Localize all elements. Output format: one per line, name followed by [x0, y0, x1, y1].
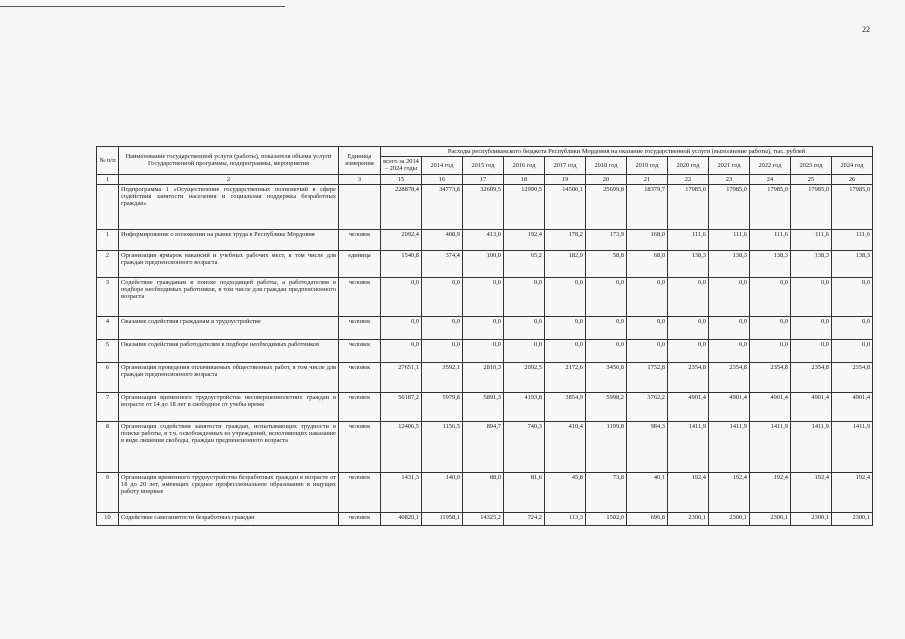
row-value: 0,0: [463, 277, 504, 316]
top-rule: [0, 6, 285, 7]
row-value: 413,0: [463, 229, 504, 250]
header-row-1: [97, 147, 873, 157]
table-row: [97, 339, 873, 362]
row-value: 0,0: [504, 277, 545, 316]
row-value: 724,2: [504, 512, 545, 525]
row-value: 1411,9: [832, 421, 873, 472]
row-value: 192,4: [504, 229, 545, 250]
row-value: 173,9: [586, 229, 627, 250]
table-row: [97, 277, 873, 316]
row-value: 138,3: [750, 250, 791, 277]
row-value: 228878,4: [381, 184, 422, 229]
row-value: 45,8: [545, 472, 586, 512]
table-row: [97, 316, 873, 339]
row-value: 2354,8: [709, 362, 750, 392]
row-value: 2300,1: [668, 512, 709, 525]
row-value: 0,0: [832, 277, 873, 316]
table-row: [97, 512, 873, 525]
row-value: 1156,5: [422, 421, 463, 472]
row-value: 4901,4: [750, 392, 791, 421]
row-value: 374,4: [422, 250, 463, 277]
column-index-cell: 23: [709, 174, 750, 184]
column-index-row: [97, 174, 873, 184]
row-value: 0,0: [791, 339, 832, 362]
row-value: 192,4: [709, 472, 750, 512]
row-name: Содействие гражданам в поиске подходящей работы, а работодателям в подборе необходимых работников, в том числе для граждан предпенсионного возраста: [119, 277, 339, 316]
row-value: 138,3: [791, 250, 832, 277]
header-year: 2016 год: [504, 157, 545, 174]
row-value: 1502,0: [586, 512, 627, 525]
row-value: 12406,5: [381, 421, 422, 472]
row-value: 2092,4: [381, 229, 422, 250]
row-value: 3592,1: [422, 362, 463, 392]
row-value: 0,0: [627, 339, 668, 362]
row-value: 0,0: [381, 277, 422, 316]
row-unit: человек: [339, 392, 381, 421]
row-value: 81,6: [504, 472, 545, 512]
row-name: Содействие самозанятости безработных граждан: [119, 512, 339, 525]
budget-table: [96, 146, 873, 526]
column-index-cell: 26: [832, 174, 873, 184]
row-value: 27651,1: [381, 362, 422, 392]
row-value: 0,0: [627, 277, 668, 316]
row-value: 73,8: [586, 472, 627, 512]
row-unit: человек: [339, 277, 381, 316]
row-number: 5: [97, 339, 119, 362]
header-unit: Единица измерения: [339, 147, 381, 175]
row-value: 4901,4: [832, 392, 873, 421]
row-value: 2354,8: [832, 362, 873, 392]
row-value: 0,0: [463, 316, 504, 339]
row-value: 0,0: [381, 316, 422, 339]
row-value: 0,0: [586, 339, 627, 362]
row-value: 4193,8: [504, 392, 545, 421]
row-value: 14325,2: [463, 512, 504, 525]
column-index-cell: 15: [381, 174, 422, 184]
column-index-cell: 16: [422, 174, 463, 184]
row-value: 40820,1: [381, 512, 422, 525]
row-unit: человек: [339, 362, 381, 392]
row-value: 3854,9: [545, 392, 586, 421]
row-number: 3: [97, 277, 119, 316]
subprogram-row: [97, 184, 873, 229]
header-num: № п/п: [97, 147, 119, 175]
row-value: 4901,4: [709, 392, 750, 421]
row-value: 4901,4: [791, 392, 832, 421]
row-value: 4901,4: [668, 392, 709, 421]
row-value: 58,8: [586, 250, 627, 277]
row-value: 111,6: [668, 229, 709, 250]
row-value: 2810,3: [463, 362, 504, 392]
row-name: Организация временного трудоустройства несовершеннолетних граждан в возрасте от 14 до 18 лет в свободное от учебы время: [119, 392, 339, 421]
row-value: 17985,0: [750, 184, 791, 229]
row-value: 0,0: [381, 339, 422, 362]
column-index-cell: 22: [668, 174, 709, 184]
row-number: 6: [97, 362, 119, 392]
row-name: Организация содействия занятости граждан, испытывающих трудности в поиске работы, в т.ч. освобожденных из учреждений, исполняющих наказание в виде лишения свободы, граждан предпенсионного возраста: [119, 421, 339, 472]
row-value: 0,0: [668, 316, 709, 339]
row-value: 0,0: [750, 277, 791, 316]
row-value: 56187,2: [381, 392, 422, 421]
row-unit: человек: [339, 229, 381, 250]
row-value: 2354,8: [750, 362, 791, 392]
row-value: 984,3: [627, 421, 668, 472]
row-unit: человек: [339, 421, 381, 472]
row-value: 111,6: [832, 229, 873, 250]
row-number: 10: [97, 512, 119, 525]
row-value: 0,0: [545, 277, 586, 316]
row-value: 0,0: [709, 339, 750, 362]
row-value: 138,3: [832, 250, 873, 277]
row-value: 0,0: [422, 339, 463, 362]
row-value: 0,0: [709, 316, 750, 339]
row-value: 0,0: [586, 316, 627, 339]
row-unit: человек: [339, 472, 381, 512]
row-value: 68,0: [627, 250, 668, 277]
row-unit: [339, 184, 381, 229]
row-value: 17985,0: [791, 184, 832, 229]
row-value: 0,0: [832, 339, 873, 362]
row-value: 0,0: [627, 316, 668, 339]
row-value: 178,2: [545, 229, 586, 250]
column-index-cell: 18: [504, 174, 545, 184]
row-name: Подпрограмма 1 «Осуществление государственных полномочий в сфере содействия занятости населения и социальная поддержка безработных граждан»: [119, 184, 339, 229]
header-year: 2014 год: [422, 157, 463, 174]
row-value: 12990,5: [504, 184, 545, 229]
row-number: 4: [97, 316, 119, 339]
row-value: 0,0: [750, 339, 791, 362]
row-value: 0,0: [545, 316, 586, 339]
row-unit: единица: [339, 250, 381, 277]
header-year: 2020 год: [668, 157, 709, 174]
row-value: 192,4: [750, 472, 791, 512]
row-value: 0,0: [586, 277, 627, 316]
row-value: 696,8: [627, 512, 668, 525]
row-name: Оказание содействия работодателям в подборе необходимых работников: [119, 339, 339, 362]
row-name: Организация ярмарок вакансий и учебных рабочих мест, в том числе для граждан предпенсионного возраста: [119, 250, 339, 277]
row-value: 0,0: [504, 316, 545, 339]
row-value: 0,0: [504, 339, 545, 362]
table-row: [97, 229, 873, 250]
row-value: 2092,5: [504, 362, 545, 392]
row-number: 8: [97, 421, 119, 472]
column-index-cell: 17: [463, 174, 504, 184]
page-number: 22: [862, 25, 870, 34]
row-value: 17985,0: [709, 184, 750, 229]
column-index-cell: 25: [791, 174, 832, 184]
row-value: 408,9: [422, 229, 463, 250]
row-name: Организация проведения оплачиваемых общественных работ, в том числе для граждан предпенсионного возраста: [119, 362, 339, 392]
row-value: 88,0: [463, 472, 504, 512]
row-name: Информирование о положении на рынке труда в Республике Мордовия: [119, 229, 339, 250]
row-number: 7: [97, 392, 119, 421]
row-name: Оказание содействия гражданам в трудоустройстве: [119, 316, 339, 339]
row-value: 5998,2: [586, 392, 627, 421]
row-value: 192,4: [832, 472, 873, 512]
row-number: 1: [97, 229, 119, 250]
row-value: 32609,5: [463, 184, 504, 229]
row-value: 192,4: [791, 472, 832, 512]
row-value: 2172,6: [545, 362, 586, 392]
row-value: 111,6: [750, 229, 791, 250]
row-value: 0,0: [545, 339, 586, 362]
row-value: 111,6: [709, 229, 750, 250]
table-row: [97, 472, 873, 512]
row-name: Организация временного трудоустройства безработных граждан в возрасте от 18 до 20 лет, имеющих среднее профессиональное образование и ищущих работу впервые: [119, 472, 339, 512]
row-value: 65,2: [504, 250, 545, 277]
header-year: 2019 год: [627, 157, 668, 174]
row-value: 3762,2: [627, 392, 668, 421]
row-number: 2: [97, 250, 119, 277]
row-value: 11958,1: [422, 512, 463, 525]
row-value: 1411,9: [709, 421, 750, 472]
row-value: 111,6: [791, 229, 832, 250]
row-value: 0,0: [668, 277, 709, 316]
row-unit: человек: [339, 512, 381, 525]
row-value: 17985,0: [832, 184, 873, 229]
row-value: 100,0: [463, 250, 504, 277]
row-value: 2354,8: [668, 362, 709, 392]
row-value: 410,4: [545, 421, 586, 472]
column-index-cell: 20: [586, 174, 627, 184]
header-year: 2023 год: [791, 157, 832, 174]
row-value: 2300,1: [750, 512, 791, 525]
row-value: 0,0: [750, 316, 791, 339]
row-value: 1431,3: [381, 472, 422, 512]
row-value: 1752,8: [627, 362, 668, 392]
row-value: 740,3: [504, 421, 545, 472]
header-year: 2021 год: [709, 157, 750, 174]
row-value: 2300,1: [709, 512, 750, 525]
column-index-cell: 21: [627, 174, 668, 184]
row-value: 182,9: [545, 250, 586, 277]
row-value: 0,0: [791, 277, 832, 316]
column-index-cell: 2: [119, 174, 339, 184]
row-value: 0,0: [422, 277, 463, 316]
row-value: 0,0: [709, 277, 750, 316]
row-value: 0,0: [791, 316, 832, 339]
row-value: 1411,9: [791, 421, 832, 472]
row-value: 3456,8: [586, 362, 627, 392]
row-value: 140,0: [422, 472, 463, 512]
row-value: 2300,1: [791, 512, 832, 525]
row-value: 18379,7: [627, 184, 668, 229]
row-value: 5891,3: [463, 392, 504, 421]
header-year: 2022 год: [750, 157, 791, 174]
row-value: 40,1: [627, 472, 668, 512]
header-name: Наименование государственной услуги (работы), показателя объема услуги Государственной программы, подпрограммы, мероприятия: [119, 147, 339, 175]
row-value: 894,7: [463, 421, 504, 472]
header-year: 2024 год: [832, 157, 873, 174]
header-year: 2018 год: [586, 157, 627, 174]
row-value: 113,3: [545, 512, 586, 525]
row-value: 14500,1: [545, 184, 586, 229]
row-value: 1411,9: [750, 421, 791, 472]
row-value: 168,0: [627, 229, 668, 250]
table-row: [97, 250, 873, 277]
row-value: 0,0: [668, 339, 709, 362]
row-value: 1540,8: [381, 250, 422, 277]
header-year: 2017 год: [545, 157, 586, 174]
row-value: 138,3: [709, 250, 750, 277]
row-value: 34773,8: [422, 184, 463, 229]
row-number: [97, 184, 119, 229]
table-row: [97, 421, 873, 472]
row-value: 1411,9: [668, 421, 709, 472]
row-value: 17985,0: [668, 184, 709, 229]
row-number: 9: [97, 472, 119, 512]
row-value: 138,3: [668, 250, 709, 277]
row-value: 2354,8: [791, 362, 832, 392]
row-value: 192,4: [668, 472, 709, 512]
row-value: 0,0: [463, 339, 504, 362]
header-total: всего за 2014 – 2024 годы: [381, 157, 422, 174]
row-value: 1199,8: [586, 421, 627, 472]
table-row: [97, 392, 873, 421]
column-index-cell: 1: [97, 174, 119, 184]
column-index-cell: 19: [545, 174, 586, 184]
row-unit: человек: [339, 339, 381, 362]
row-unit: человек: [339, 316, 381, 339]
row-value: 25699,8: [586, 184, 627, 229]
row-value: 2300,1: [832, 512, 873, 525]
column-index-cell: 3: [339, 174, 381, 184]
header-year: 2015 год: [463, 157, 504, 174]
row-value: 0,0: [422, 316, 463, 339]
table-row: [97, 362, 873, 392]
row-value: 0,0: [832, 316, 873, 339]
header-expenses: Расходы республиканского бюджета Республики Мордовия на оказание государственной услуги (выполнение работы), тыс. рублей: [381, 147, 873, 157]
column-index-cell: 24: [750, 174, 791, 184]
row-value: 5979,8: [422, 392, 463, 421]
